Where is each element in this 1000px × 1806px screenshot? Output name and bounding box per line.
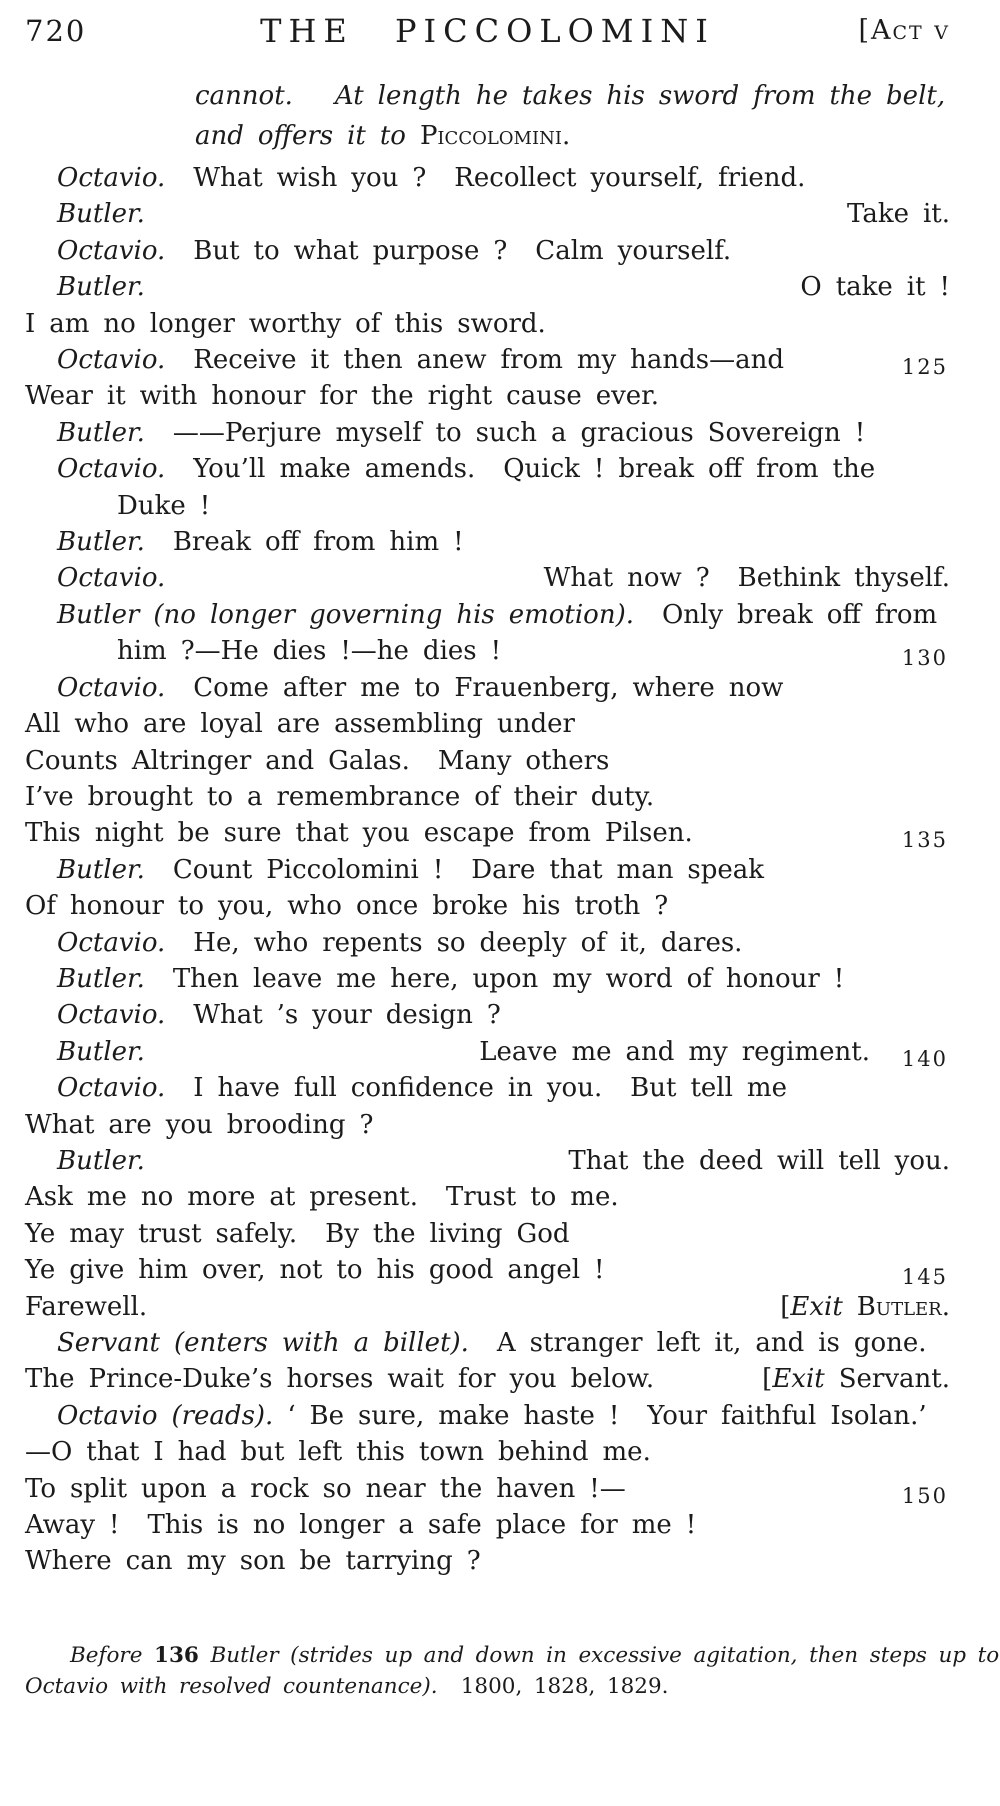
line-left-text bbox=[57, 454, 875, 484]
text-run: To split upon a rock so near the haven !— bbox=[25, 1473, 626, 1504]
text-run: A stranger left it, and is gone. bbox=[468, 1328, 927, 1358]
play-line bbox=[25, 1434, 950, 1470]
line-left-text bbox=[57, 964, 844, 994]
line-left-text bbox=[25, 709, 575, 739]
line-right-text bbox=[479, 1034, 870, 1070]
act-label: [Act v bbox=[858, 15, 950, 46]
line-left-text bbox=[57, 1073, 787, 1103]
verse-line-number: 125 bbox=[901, 355, 948, 380]
text-run: Octavio. bbox=[57, 235, 166, 266]
play-line bbox=[25, 1398, 950, 1434]
play-line bbox=[195, 116, 950, 156]
line-left-text bbox=[25, 1110, 373, 1140]
play-line bbox=[25, 306, 950, 342]
text-run: What wish you ? Recollect yourself, friend. bbox=[165, 163, 806, 193]
text-run: [ bbox=[780, 1291, 791, 1322]
line-right-text bbox=[800, 269, 950, 305]
text-run: him ?—He dies !—he dies ! bbox=[117, 636, 502, 667]
text-run: What ’s your design ? bbox=[165, 1000, 501, 1031]
text-run: Butler. bbox=[842, 1291, 950, 1322]
line-left-text bbox=[25, 1182, 619, 1212]
line-left-text bbox=[57, 1000, 501, 1030]
play-line bbox=[25, 633, 950, 669]
line-left-text bbox=[25, 818, 693, 848]
line-right-text bbox=[762, 1361, 950, 1397]
play-line bbox=[25, 1107, 950, 1143]
line-right-text bbox=[544, 560, 950, 596]
line-left-text bbox=[25, 1510, 696, 1540]
play-line bbox=[25, 451, 950, 487]
play-line bbox=[25, 1361, 950, 1397]
play-line bbox=[25, 1216, 950, 1252]
text-run: Octavio. bbox=[57, 563, 166, 594]
text-run: Farewell. bbox=[25, 1291, 148, 1322]
text-run: What are you brooding ? bbox=[25, 1109, 374, 1140]
text-run: Where can my son be tarrying ? bbox=[25, 1546, 481, 1577]
text-run: Butler. bbox=[57, 854, 145, 885]
text-run: Octavio. bbox=[57, 927, 166, 958]
text-run: Wear it with honour for the right cause ever. bbox=[25, 381, 659, 412]
text-run: Ask me no more at present. Trust to me. bbox=[25, 1182, 619, 1213]
text-run: Butler (no longer governing his emotion). bbox=[57, 599, 634, 630]
verse-line-number: 145 bbox=[901, 1265, 948, 1290]
text-run: What now ? Bethink thyself. bbox=[543, 563, 950, 594]
play-line bbox=[25, 743, 950, 779]
text-run: —O that I had but left this town behind me. bbox=[25, 1437, 651, 1468]
text-run: ‘ Be sure, make haste ! Your faithful Isolan.’ bbox=[273, 1400, 927, 1431]
text-run: Butler (strides up and down in excessive agitation, then steps up to bbox=[198, 1642, 1000, 1668]
text-run: Leave me and my regiment. bbox=[479, 1036, 870, 1067]
text-run: Then leave me here, upon my word of honour ! bbox=[144, 963, 845, 994]
text-run: Butler. bbox=[57, 272, 145, 303]
text-run: Duke ! bbox=[117, 490, 211, 521]
play-line bbox=[25, 488, 950, 524]
page-number: 720 bbox=[25, 14, 87, 48]
line-left-text bbox=[57, 1037, 145, 1067]
line-left-text bbox=[25, 746, 609, 776]
play-line bbox=[25, 888, 950, 924]
text-run: The Prince-Duke’s horses wait for you below. bbox=[25, 1364, 655, 1395]
line-left-text bbox=[25, 1437, 651, 1467]
line-left-text bbox=[57, 418, 865, 448]
page-header bbox=[25, 12, 950, 56]
text-run: Ye may trust safely. By the living God bbox=[25, 1218, 570, 1249]
line-left-text bbox=[25, 381, 659, 411]
text-run: Take it. bbox=[847, 199, 950, 230]
line-left-text bbox=[57, 236, 731, 266]
verse-line-number: 150 bbox=[901, 1483, 948, 1508]
line-left-text bbox=[57, 272, 145, 302]
play-line bbox=[25, 1640, 1000, 1671]
play-line bbox=[25, 196, 950, 232]
play-line bbox=[25, 670, 950, 706]
text-run: Butler. bbox=[57, 417, 145, 448]
play-line bbox=[25, 815, 950, 851]
text-run: Octavio. bbox=[57, 345, 166, 376]
text-run: ——Perjure myself to such a gracious Sovereign ! bbox=[144, 417, 866, 448]
line-left-text bbox=[25, 1364, 654, 1394]
text-run: Only break off from bbox=[634, 599, 938, 630]
text-run: Break off from him ! bbox=[144, 527, 464, 558]
text-run: Butler. bbox=[57, 527, 145, 558]
play-line bbox=[25, 1325, 950, 1361]
text-run: Octavio. bbox=[57, 672, 166, 703]
line-left-text bbox=[25, 309, 546, 339]
text-run: Octavio (reads). bbox=[57, 1400, 274, 1431]
line-left-text bbox=[25, 891, 668, 921]
line-left-text bbox=[57, 1328, 927, 1358]
text-run: Servant (enters with a billet). bbox=[57, 1328, 469, 1358]
text-run: 136 bbox=[154, 1642, 199, 1668]
text-run: All who are loyal are assembling under bbox=[25, 709, 575, 740]
play-line bbox=[25, 597, 950, 633]
text-run: Count Piccolomini ! Dare that man speak bbox=[144, 854, 765, 885]
text-run: Come after me to Frauenberg, where now bbox=[165, 672, 784, 703]
line-left-text bbox=[25, 1674, 669, 1699]
play-line bbox=[195, 76, 950, 116]
play-line bbox=[25, 779, 950, 815]
play-line bbox=[25, 415, 950, 451]
running-title: THE PICCOLOMINI bbox=[260, 12, 715, 50]
text-run: Away ! This is no longer a safe place for me ! bbox=[25, 1510, 697, 1541]
play-line bbox=[25, 1179, 950, 1215]
play-line bbox=[25, 1143, 950, 1179]
play-line bbox=[25, 852, 950, 888]
text-run: Of honour to you, who once broke his troth ? bbox=[25, 891, 669, 922]
line-right-text bbox=[568, 1143, 950, 1179]
text-run: cannot. At length he takes his sword from the belt, bbox=[195, 81, 946, 111]
text-run: Butler. bbox=[57, 199, 145, 230]
play-line bbox=[25, 1671, 950, 1702]
text-run: Octavio with resolved countenance). bbox=[25, 1673, 438, 1699]
line-left-text bbox=[25, 1292, 147, 1322]
text-run: Counts Altringer and Galas. Many others bbox=[25, 745, 610, 776]
play-line bbox=[25, 1471, 950, 1507]
text-run: Butler. bbox=[57, 963, 145, 994]
line-left-text bbox=[57, 1146, 145, 1176]
text-run: 1800, 1828, 1829. bbox=[437, 1673, 669, 1699]
line-left-text bbox=[25, 782, 654, 812]
line-left-text bbox=[57, 928, 742, 958]
play-line bbox=[25, 233, 950, 269]
text-run: Octavio. bbox=[57, 1073, 166, 1104]
text-run: Butler. bbox=[57, 1145, 145, 1176]
text-run: Exit bbox=[790, 1291, 843, 1322]
text-run: That the deed will tell you. bbox=[568, 1145, 950, 1176]
play-line bbox=[25, 706, 950, 742]
text-run: Before bbox=[70, 1642, 154, 1668]
line-left-text bbox=[57, 600, 937, 630]
line-left-text bbox=[57, 163, 805, 193]
line-left-text bbox=[70, 1643, 999, 1668]
line-left-text bbox=[57, 563, 165, 593]
verse-line-number: 130 bbox=[901, 646, 948, 671]
stage-direction bbox=[195, 76, 950, 156]
line-left-text bbox=[25, 1255, 604, 1285]
line-left-text bbox=[195, 81, 945, 111]
text-run: I have full confidence in you. But tell me bbox=[165, 1073, 787, 1104]
play-line bbox=[25, 1252, 950, 1288]
play-line bbox=[25, 961, 950, 997]
line-right-text bbox=[847, 196, 950, 232]
play-line bbox=[25, 342, 950, 378]
play-line bbox=[25, 1543, 950, 1579]
text-run: O take it ! bbox=[800, 272, 950, 303]
play-line bbox=[25, 1507, 950, 1543]
text-run: [ bbox=[762, 1364, 773, 1395]
play-line bbox=[25, 524, 950, 560]
text-run: This night be sure that you escape from Pilsen. bbox=[25, 818, 693, 849]
text-run: Ye give him over, not to his good angel ! bbox=[25, 1255, 605, 1286]
text-run: Octavio. bbox=[57, 454, 166, 485]
play-line bbox=[25, 560, 950, 596]
line-left-text bbox=[25, 1546, 481, 1576]
line-right-text bbox=[780, 1289, 950, 1325]
line-left-text bbox=[117, 636, 501, 666]
footnote bbox=[25, 1640, 1000, 1702]
line-left-text bbox=[117, 491, 210, 521]
line-left-text bbox=[57, 199, 145, 229]
play-line bbox=[25, 378, 950, 414]
text-run: Octavio. bbox=[57, 163, 166, 193]
line-left-text bbox=[57, 1401, 927, 1431]
text-run: He, who repents so deeply of it, dares. bbox=[165, 927, 743, 958]
line-left-text bbox=[25, 1474, 626, 1504]
line-left-text bbox=[25, 1219, 570, 1249]
play-line bbox=[25, 1289, 950, 1325]
text-run: I’ve brought to a remembrance of their duty. bbox=[25, 781, 655, 812]
text-run: and offers it to bbox=[195, 121, 420, 151]
text-run: Exit bbox=[772, 1364, 825, 1395]
line-left-text bbox=[57, 527, 464, 557]
line-left-text bbox=[195, 121, 570, 151]
play-line bbox=[25, 1070, 950, 1106]
text-run: Butler. bbox=[57, 1036, 145, 1067]
line-left-text bbox=[57, 345, 784, 375]
text-run: I am no longer worthy of this sword. bbox=[25, 308, 546, 339]
play-line bbox=[25, 925, 950, 961]
play-line bbox=[25, 997, 950, 1033]
text-run: But to what purpose ? Calm yourself. bbox=[165, 235, 732, 266]
play-line bbox=[25, 1034, 950, 1070]
text-run: Servant. bbox=[824, 1364, 950, 1395]
text-run: Receive it then anew from my hands—and bbox=[165, 345, 785, 376]
text-run: Piccolomini. bbox=[419, 121, 571, 151]
play-line bbox=[25, 269, 950, 305]
text-run: You’ll make amends. Quick ! break off from the bbox=[165, 454, 876, 485]
verse-line-number: 140 bbox=[901, 1046, 948, 1071]
play-text bbox=[25, 160, 950, 1580]
verse-line-number: 135 bbox=[901, 828, 948, 853]
text-run: Octavio. bbox=[57, 1000, 166, 1031]
line-left-text bbox=[57, 673, 783, 703]
play-line bbox=[25, 160, 950, 196]
line-left-text bbox=[57, 855, 764, 885]
